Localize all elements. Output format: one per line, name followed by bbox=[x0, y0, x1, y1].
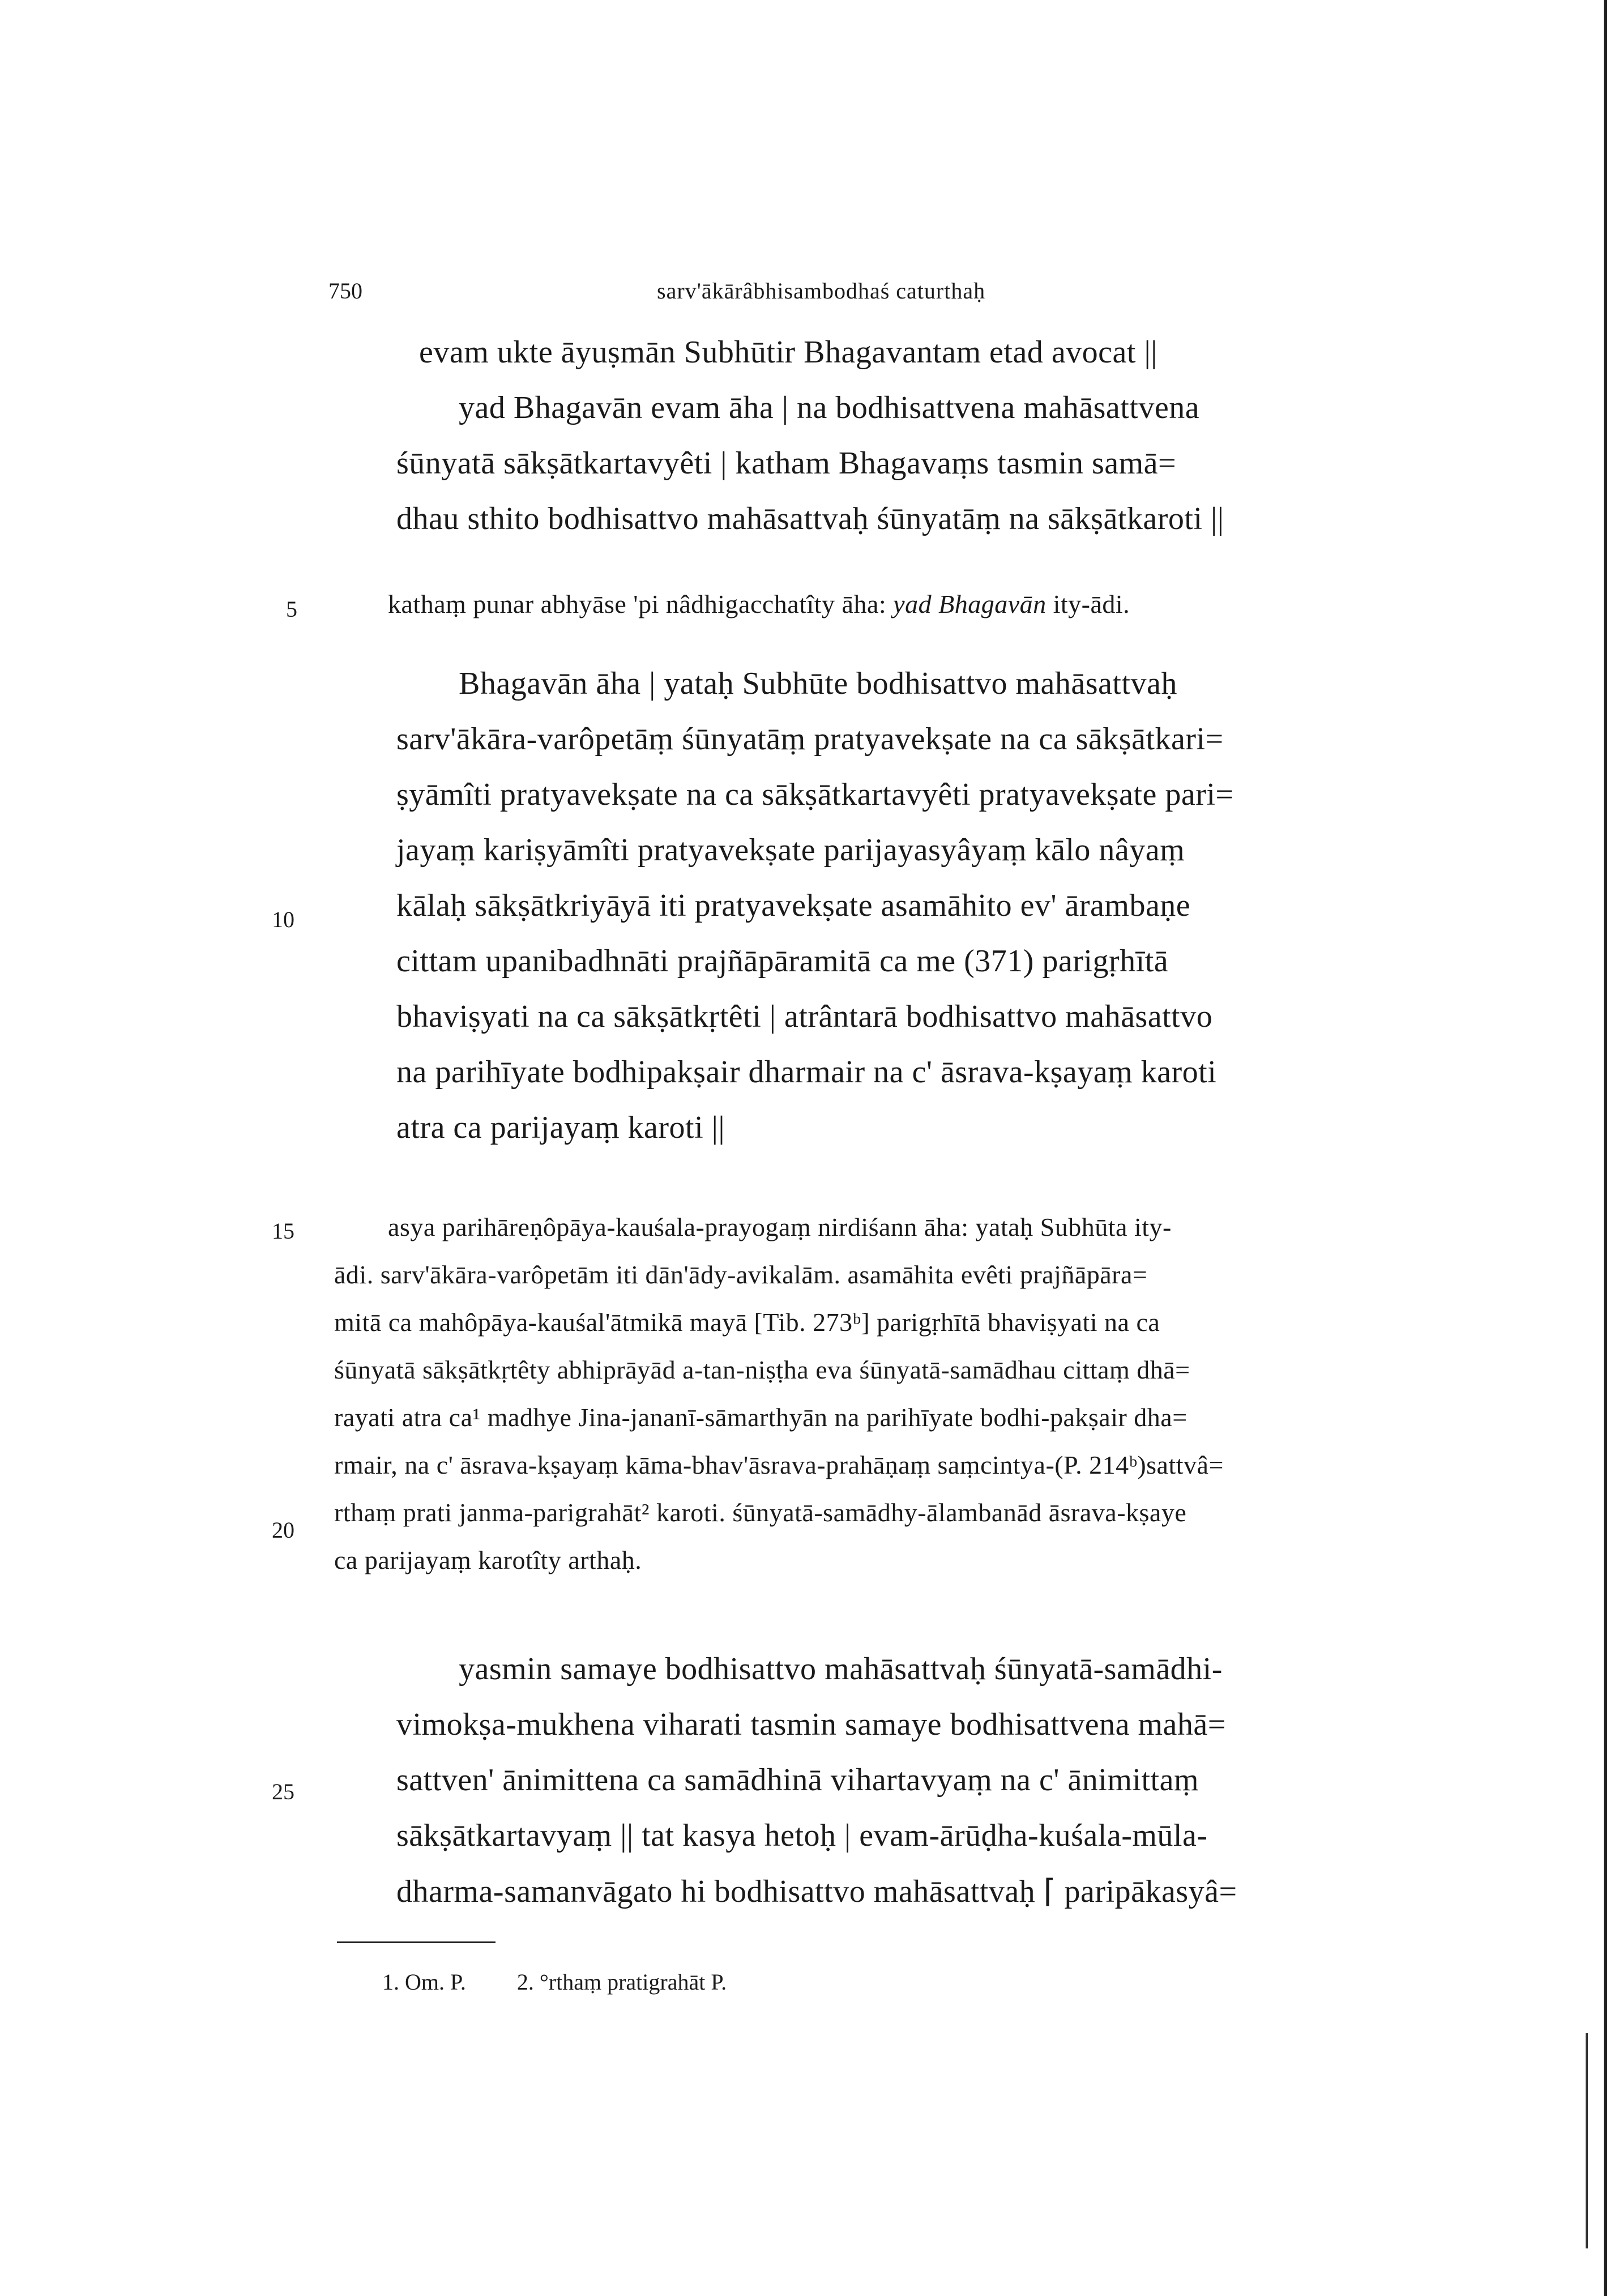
text-line: yad Bhagavān evam āha | na bodhisattvena mahāsattvena bbox=[459, 390, 1200, 425]
commentary-line: ca parijayaṃ karotîty arthaḥ. bbox=[334, 1546, 642, 1574]
sutra-paragraph-3 bbox=[396, 1651, 1370, 1934]
text-line: ṣyāmîti pratyavekṣate na ca sākṣātkartavyêti pratyavekṣate pari= bbox=[396, 777, 1234, 812]
binding-edge-rule bbox=[1604, 0, 1607, 2296]
binding-edge-rule-lower bbox=[1586, 2033, 1588, 2248]
text-line: sākṣātkartavyaṃ || tat kasya hetoḥ | evam-ārūḍha-kuśala-mūla- bbox=[396, 1818, 1208, 1853]
commentary-lemma: yad Bhagavān bbox=[893, 590, 1047, 618]
text-line: vimokṣa-mukhena viharati tasmin samaye bodhisattvena mahā= bbox=[396, 1707, 1226, 1742]
line-number-25: 25 bbox=[272, 1779, 294, 1804]
running-title: sarv'ākārâbhisambodhaś caturthaḥ bbox=[657, 278, 986, 304]
text-line: dhau sthito bodhisattvo mahāsattvaḥ śūnyatāṃ na sākṣātkaroti || bbox=[396, 501, 1224, 536]
commentary-1 bbox=[388, 589, 1373, 623]
line-number-15: 15 bbox=[272, 1218, 294, 1244]
sutra-paragraph-2 bbox=[396, 665, 1370, 1175]
text-line: na parihīyate bodhipakṣair dharmair na c' āsrava-kṣayaṃ karoti bbox=[396, 1055, 1217, 1090]
line-number-20: 20 bbox=[272, 1517, 294, 1543]
sutra-paragraph-1 bbox=[396, 334, 1370, 549]
running-header bbox=[328, 278, 1404, 311]
footnote-1: 1. Om. P. bbox=[382, 1969, 466, 1995]
line-number-10: 10 bbox=[272, 907, 294, 932]
text-line: śūnyatā sākṣātkartavyêti | katham Bhagavaṃs tasmin samā= bbox=[396, 446, 1177, 481]
text-line: kālaḥ sākṣātkriyāyā iti pratyavekṣate asamāhito ev' ārambaṇe bbox=[396, 888, 1191, 923]
footnote-2: 2. °rthaṃ pratigrahāt P. bbox=[516, 1969, 727, 1995]
commentary-line: asya parihāreṇôpāya-kauśala-prayogaṃ nirdiśann āha: yataḥ Subhūta ity- bbox=[388, 1213, 1172, 1241]
text-line: cittam upanibadhnāti prajñāpāramitā ca me (371) parigṛhītā bbox=[396, 944, 1169, 979]
text-line: sarv'ākāra-varôpetāṃ śūnyatāṃ pratyavekṣate na ca sākṣātkari= bbox=[396, 722, 1224, 757]
text-line: jayaṃ kariṣyāmîti pratyavekṣate parijayasyâyaṃ kālo nâyaṃ bbox=[396, 833, 1185, 868]
text-line: Bhagavān āha | yataḥ Subhūte bodhisattvo mahāsattvaḥ bbox=[459, 666, 1177, 701]
commentary-line: rayati atra ca¹ madhye Jina-jananī-sāmarthyān na parihīyate bodhi-pakṣair dha= bbox=[334, 1403, 1188, 1432]
commentary-tail: ity-ādi. bbox=[1046, 590, 1130, 618]
text-line: evam ukte āyuṣmān Subhūtir Bhagavantam etad avocat || bbox=[419, 335, 1158, 370]
commentary-line: ādi. sarv'ākāra-varôpetām iti dān'ādy-avikalām. asamāhita evêti prajñāpāra= bbox=[334, 1260, 1148, 1289]
line-number-5: 5 bbox=[286, 596, 297, 622]
commentary-2 bbox=[334, 1212, 1376, 1620]
commentary-line: śūnyatā sākṣātkṛtêty abhiprāyād a-tan-niṣṭha eva śūnyatā-samādhau cittaṃ dhā= bbox=[334, 1355, 1190, 1384]
text-line: sattven' ānimittena ca samādhinā vihartavyaṃ na c' ānimittaṃ bbox=[396, 1762, 1199, 1798]
commentary-text: kathaṃ punar abhyāse 'pi nâdhigacchatîty āha: bbox=[388, 590, 894, 618]
text-line: bhaviṣyati na ca sākṣātkṛtêti | atrântarā bodhisattvo mahāsattvo bbox=[396, 999, 1213, 1034]
text-line: atra ca parijayaṃ karoti || bbox=[396, 1110, 725, 1145]
commentary-line: rthaṃ prati janma-parigrahāt² karoti. śūnyatā-samādhy-ālambanād āsrava-kṣaye bbox=[334, 1498, 1187, 1527]
footnote-rule bbox=[337, 1941, 496, 1943]
commentary-line: rmair, na c' āsrava-kṣayaṃ kāma-bhav'āsrava-prahāṇaṃ saṃcintya-(P. 214ᵇ)sattvâ= bbox=[334, 1450, 1224, 1479]
footnotes bbox=[382, 1969, 727, 1995]
text-line: dharma-samanvāgato hi bodhisattvo mahāsattvaḥ ⌈ paripākasyâ= bbox=[396, 1874, 1237, 1909]
commentary-line: mitā ca mahôpāya-kauśal'ātmikā mayā [Tib. 273ᵇ] parigṛhītā bhaviṣyati na ca bbox=[334, 1308, 1160, 1337]
page-number: 750 bbox=[328, 278, 362, 304]
commentary-line bbox=[388, 589, 1130, 619]
text-line: yasmin samaye bodhisattvo mahāsattvaḥ śūnyatā-samādhi- bbox=[459, 1651, 1223, 1687]
